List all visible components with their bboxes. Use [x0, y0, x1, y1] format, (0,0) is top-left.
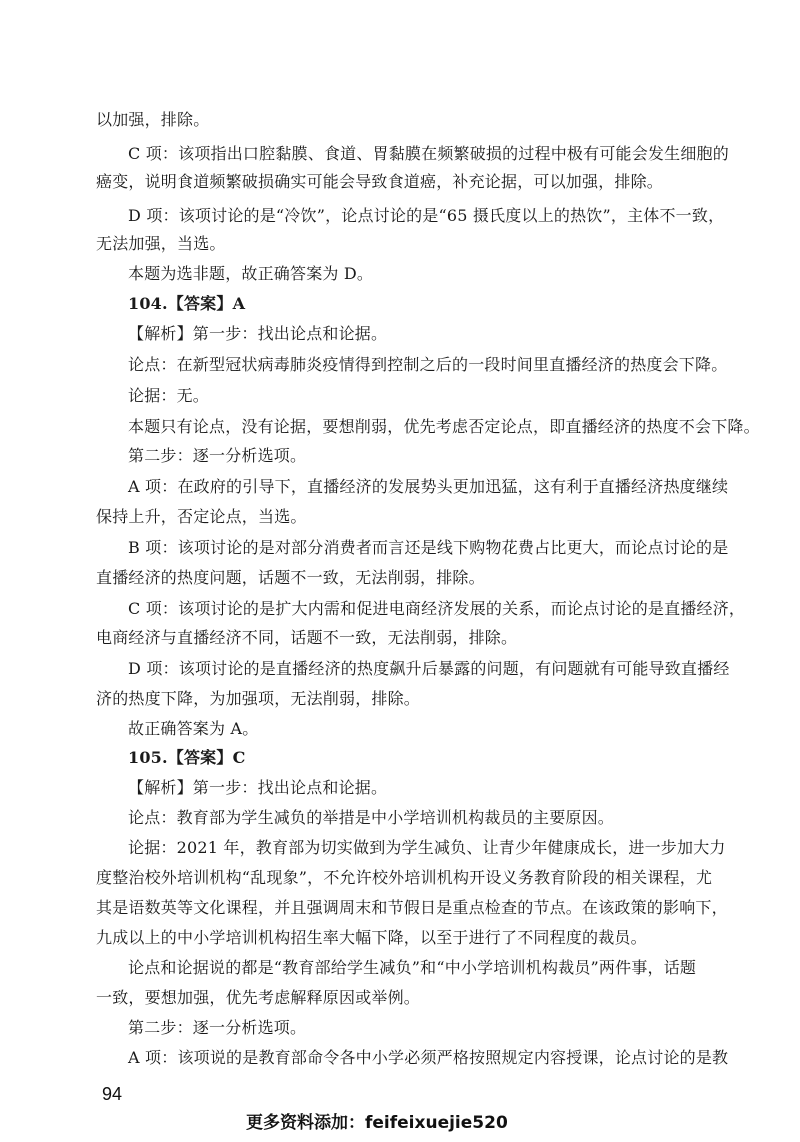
text-line: 论据：2021 年，教育部为切实做到为学生减负、让青少年健康成长，进一步加大力: [128, 838, 726, 857]
text-line: C 项：该项指出口腔黏膜、食道、胃黏膜在频繁破损的过程中极有可能会发生细胞的: [128, 144, 729, 163]
text-line: 其是语数英等文化课程，并且强调周末和节假日是重点检查的节点。在该政策的影响下，: [96, 898, 728, 917]
text-line: 论点和论据说的都是“教育部给学生减负”和“中小学培训机构裁员”两件事，话题: [128, 958, 697, 977]
text-line: C 项：该项讨论的是扩大内需和促进电商经济发展的关系，而论点讨论的是直播经济，: [128, 599, 746, 618]
answer-heading-105: 105.【答案】C: [128, 748, 246, 767]
text-line: 故正确答案为 A。: [128, 719, 259, 738]
text-line: 论据：无。: [128, 386, 210, 405]
text-line: 第二步：逐一分析选项。: [128, 1018, 307, 1037]
text-line: 第二步：逐一分析选项。: [128, 446, 307, 465]
text-line: 电商经济与直播经济不同，话题不一致，无法削弱，排除。: [96, 628, 518, 647]
analysis-heading: 【解析】第一步：找出论点和论据。: [128, 324, 388, 343]
text-line: 一致，要想加强，优先考虑解释原因或举例。: [96, 988, 421, 1007]
footer-watermark-text: 更多资料添加：feifeixuejie520: [246, 1113, 508, 1133]
text-line: A 项：该项说的是教育部命令各中小学必须严格按照规定内容授课，论点讨论的是教: [128, 1048, 729, 1067]
text-line: 济的热度下降，为加强项，无法削弱，排除。: [96, 689, 421, 708]
text-line: 以加强，排除。: [96, 110, 210, 129]
text-line: 九成以上的中小学培训机构招生率大幅下降，以至于进行了不同程度的裁员。: [96, 928, 647, 947]
text-line: 度整治校外培训机构“乱现象”，不允许校外培训机构开设义务教育阶段的相关课程，尤: [96, 868, 713, 887]
text-line: 无法加强，当选。: [96, 234, 226, 253]
text-line: 直播经济的热度问题，话题不一致，无法削弱，排除。: [96, 568, 485, 587]
text-line: D 项：该项讨论的是“冷饮”，论点讨论的是“65 摄氏度以上的热饮”，主体不一致，: [128, 206, 725, 225]
page-number: 94: [102, 1084, 123, 1104]
text-line: 本题为选非题，故正确答案为 D。: [128, 264, 374, 283]
text-line: 癌变，说明食道频繁破损确实可能会导致食道癌，补充论据，可以加强，排除。: [96, 172, 664, 191]
text-line: 保持上升，否定论点，当选。: [96, 507, 307, 526]
text-line: B 项：该项讨论的是对部分消费者而言还是线下购物花费占比更大，而论点讨论的是: [128, 538, 729, 557]
text-line: 论点：在新型冠状病毒肺炎疫情得到控制之后的一段时间里直播经济的热度会下降。: [128, 355, 728, 374]
text-line: 论点：教育部为学生减负的举措是中小学培训机构裁员的主要原因。: [128, 808, 615, 827]
text-line: 本题只有论点，没有论据，要想削弱，优先考虑否定论点，即直播经济的热度不会下降。: [128, 417, 760, 436]
text-line: A 项：在政府的引导下，直播经济的发展势头更加迅猛，这有利于直播经济热度继续: [128, 477, 729, 496]
analysis-heading: 【解析】第一步：找出论点和论据。: [128, 778, 388, 797]
text-line: D 项：该项讨论的是直播经济的热度飙升后暴露的问题，有问题就有可能导致直播经: [128, 659, 730, 678]
answer-heading-104: 104.【答案】A: [128, 294, 246, 313]
